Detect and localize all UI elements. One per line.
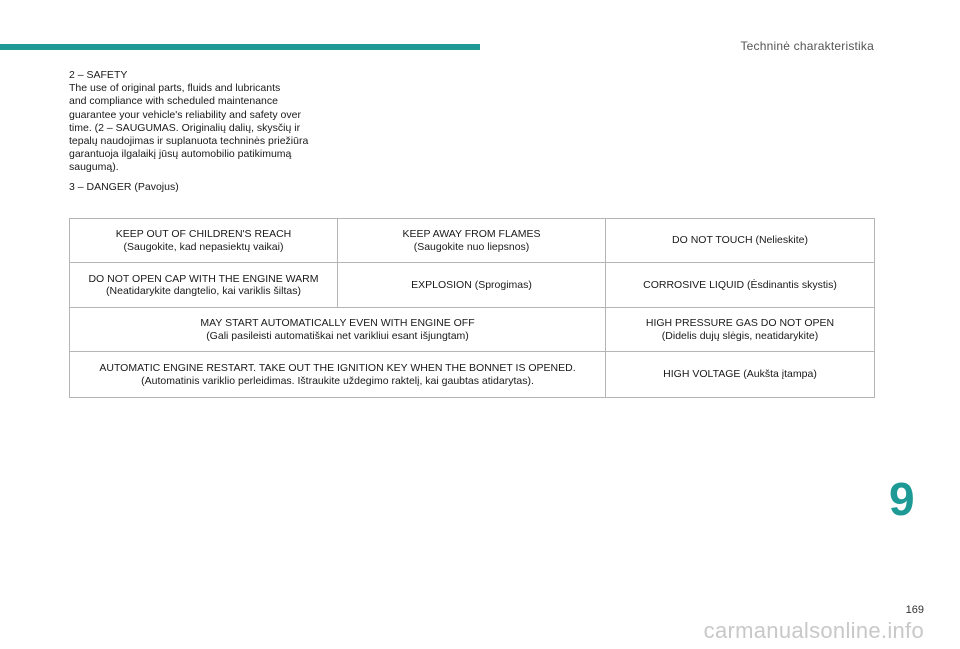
warning-text: DO NOT OPEN CAP WITH THE ENGINE WARM <box>88 272 319 285</box>
table-row <box>70 352 875 398</box>
warning-translation: (Neatidarykite dangtelio, kai variklis šiltas) <box>106 285 301 297</box>
table-row <box>70 219 875 263</box>
table-row <box>70 308 875 352</box>
warning-cell <box>606 263 875 308</box>
warning-cell <box>70 308 606 352</box>
table-row <box>70 263 875 308</box>
danger-paragraph: 3 – DANGER (Pavojus) <box>69 180 179 193</box>
warning-translation: (Saugokite nuo liepsnos) <box>413 240 530 253</box>
warning-translation: (Gali pasileisti automatiškai net varikliui esant išjungtam) <box>206 329 469 342</box>
warning-cell <box>70 352 606 398</box>
warning-text: KEEP AWAY FROM FLAMES <box>402 228 541 240</box>
warning-text: HIGH VOLTAGE (Aukšta įtampa) <box>663 368 817 381</box>
warning-text: EXPLOSION (Sprogimas) <box>411 278 532 291</box>
warning-cell <box>70 263 338 308</box>
warning-cell <box>338 219 606 263</box>
intro-text <box>69 69 334 200</box>
watermark-text: carmanualsonline.info <box>703 618 924 643</box>
page-number: 169 <box>905 604 924 616</box>
warning-cell <box>606 219 875 263</box>
warning-translation: (Didelis dujų slėgis, neatidarykite) <box>661 329 819 342</box>
warning-cell <box>606 308 875 352</box>
warning-translation: (Saugokite, kad nepasiektų vaikai) <box>123 240 284 253</box>
section-title: Techninė charakteristika <box>740 39 874 53</box>
warning-text: KEEP OUT OF CHILDREN'S REACH <box>115 228 292 240</box>
warning-text: HIGH PRESSURE GAS DO NOT OPEN <box>645 317 835 329</box>
warning-translation: (Automatinis variklio perleidimas. Ištraukite uždegimo raktelį, kai gaubtas atidarytas). <box>141 374 534 387</box>
warning-text: DO NOT TOUCH (Nelieskite) <box>672 234 808 247</box>
warning-labels-table <box>69 218 875 398</box>
header-accent-bar <box>0 44 480 50</box>
warning-cell <box>338 263 606 308</box>
warning-cell <box>70 219 338 263</box>
safety-paragraph: 2 – SAFETY The use of original parts, fluids and lubricants and compliance with scheduled maintenance guarantee your vehicle's reliability and safety over time. (2 – SAUGUMAS. Originalių dalių, skysčių ir tepalų naudojimas ir suplanuota techninės priežiūra garantuoja ilgalaikį jūsų automobilio patikimumą saugumą). <box>69 69 309 174</box>
warning-text: AUTOMATIC ENGINE RESTART. TAKE OUT THE IGNITION KEY WHEN THE BONNET IS OPENED. <box>99 362 576 374</box>
warning-text: MAY START AUTOMATICALLY EVEN WITH ENGINE OFF <box>200 317 475 329</box>
chapter-number: 9 <box>889 473 915 525</box>
warning-text: CORROSIVE LIQUID (Ėsdinantis skystis) <box>643 278 837 291</box>
warning-cell <box>606 352 875 398</box>
